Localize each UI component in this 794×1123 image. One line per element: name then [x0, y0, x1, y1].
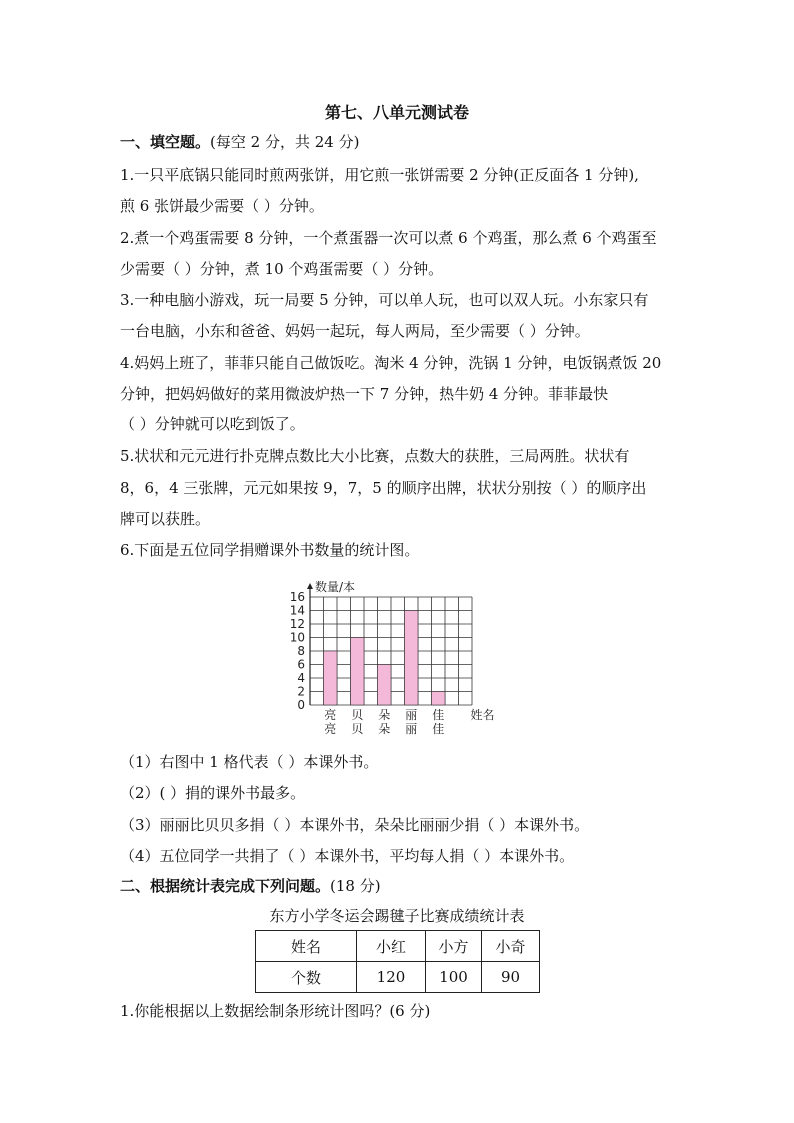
x-tick-label: 丽 — [405, 722, 418, 736]
table-cell: 90 — [482, 962, 540, 993]
table-row — [256, 931, 540, 962]
section2-note: (18 分) — [330, 877, 381, 895]
x-tick-label: 亮 — [324, 722, 337, 736]
y-tick-label: 12 — [289, 617, 305, 631]
chart-bar — [405, 611, 419, 706]
table-cell: 个数 — [256, 962, 357, 993]
q6-sub-1: （1）右图中 1 格代表（ ）本课外书。 — [120, 753, 379, 771]
q6-sub-3: （3）丽丽比贝贝多捐（ ）本课外书，朵朵比丽丽少捐（ ）本课外书。 — [120, 816, 590, 834]
q2-line-1: 2.煮一个鸡蛋需要 8 分钟，一个煮蛋器一次可以煮 6 个鸡蛋，那么煮 6 个鸡蛋至 — [120, 229, 657, 247]
chart-bar — [351, 638, 365, 706]
q5-line-3: 牌可以获胜。 — [120, 510, 211, 528]
q6-intro: 6.下面是五位同学捐赠课外书数量的统计图。 — [120, 541, 420, 559]
y-tick-label: 14 — [289, 603, 305, 618]
chart-bar — [324, 651, 338, 705]
y-tick-label: 10 — [289, 630, 305, 645]
x-tick-label: 佳 — [432, 708, 445, 722]
x-tick-label: 亮 — [324, 708, 337, 722]
chart-bar — [378, 665, 392, 706]
y-axis-label: 数量/本 — [315, 580, 356, 594]
q2-line-2: 少需要（ ）分钟，煮 10 个鸡蛋需要（ ）分钟。 — [120, 260, 444, 278]
x-tick-label: 朵 — [378, 722, 391, 736]
chart-labels — [290, 579, 495, 736]
x-tick-label: 贝 — [351, 722, 364, 736]
table-row — [256, 962, 540, 993]
x-axis-label: 姓名 — [470, 708, 495, 722]
x-tick-label: 贝 — [351, 708, 364, 722]
section2-heading-line — [120, 876, 381, 896]
section1-note: (每空 2 分，共 24 分) — [210, 133, 360, 151]
y-tick-label: 2 — [297, 684, 305, 699]
section1-heading-line — [120, 132, 359, 152]
q4-line-3: （ ）分钟就可以吃到饭了。 — [120, 415, 305, 433]
y-tick-label: 16 — [289, 590, 305, 604]
y-tick-label: 4 — [297, 671, 305, 685]
table-cell: 小方 — [426, 931, 482, 962]
q5-line-1: 5.状状和元元进行扑克牌点数比大小比赛，点数大的获胜，三局两胜。状状有 — [120, 447, 630, 465]
y-axis-arrow — [307, 583, 313, 589]
book-donation-bar-chart — [282, 573, 522, 743]
table-cell: 姓名 — [256, 931, 357, 962]
y-tick-label: 6 — [297, 657, 305, 672]
chart-bars — [324, 611, 446, 706]
x-tick-label: 朵 — [378, 708, 391, 722]
q3-line-2: 一台电脑，小东和爸爸、妈妈一起玩，每人两局，至少需要（ ）分钟。 — [120, 322, 590, 340]
x-tick-label: 丽 — [405, 708, 418, 722]
y-tick-label: 0 — [297, 698, 305, 712]
chart-bar — [432, 692, 446, 706]
s2-question-1: 1.你能根据以上数据绘制条形统计图吗？(6 分) — [120, 1002, 431, 1020]
x-tick-label: 佳 — [432, 722, 445, 736]
q3-line-1: 3.一种电脑小游戏，玩一局要 5 分钟，可以单人玩，也可以双人玩。小东家只有 — [120, 291, 649, 309]
q1-line-2: 煎 6 张饼最少需要（ ）分钟。 — [120, 197, 324, 215]
table-cell: 小奇 — [482, 931, 540, 962]
table-cell: 小红 — [357, 931, 426, 962]
section2-heading: 二、根据统计表完成下列问题。 — [120, 877, 331, 895]
table-cell: 100 — [426, 962, 482, 993]
q6-sub-2: （2）( ）捐的课外书最多。 — [120, 784, 306, 802]
q4-line-2: 分钟，把妈妈做好的菜用微波炉热一下 7 分钟，热牛奶 4 分钟。菲菲最快 — [120, 385, 609, 403]
y-tick-label: 8 — [297, 644, 305, 658]
q6-sub-4: （4）五位同学一共捐了（ ）本课外书，平均每人捐（ ）本课外书。 — [120, 847, 575, 865]
q1-line-1: 1.一只平底锅只能同时煎两张饼，用它煎一张饼需要 2 分钟(正反面各 1 分钟), — [120, 166, 639, 184]
section1-heading: 一、填空题。 — [120, 133, 211, 151]
table-cell: 120 — [357, 962, 426, 993]
q5-line-2: 8，6，4 三张牌，元元如果按 9，7，5 的顺序出牌，状状分别按（ ）的顺序出 — [120, 479, 647, 497]
page-title: 第七、八单元测试卷 — [324, 103, 469, 122]
q4-line-1: 4.妈妈上班了，菲菲只能自己做饭吃。淘米 4 分钟，洗锅 1 分钟，电饭锅煮饭 20 — [120, 354, 662, 372]
stat-table — [255, 930, 540, 993]
stat-table-title: 东方小学冬运会踢毽子比赛成绩统计表 — [269, 907, 525, 925]
chart-axes — [307, 583, 313, 705]
